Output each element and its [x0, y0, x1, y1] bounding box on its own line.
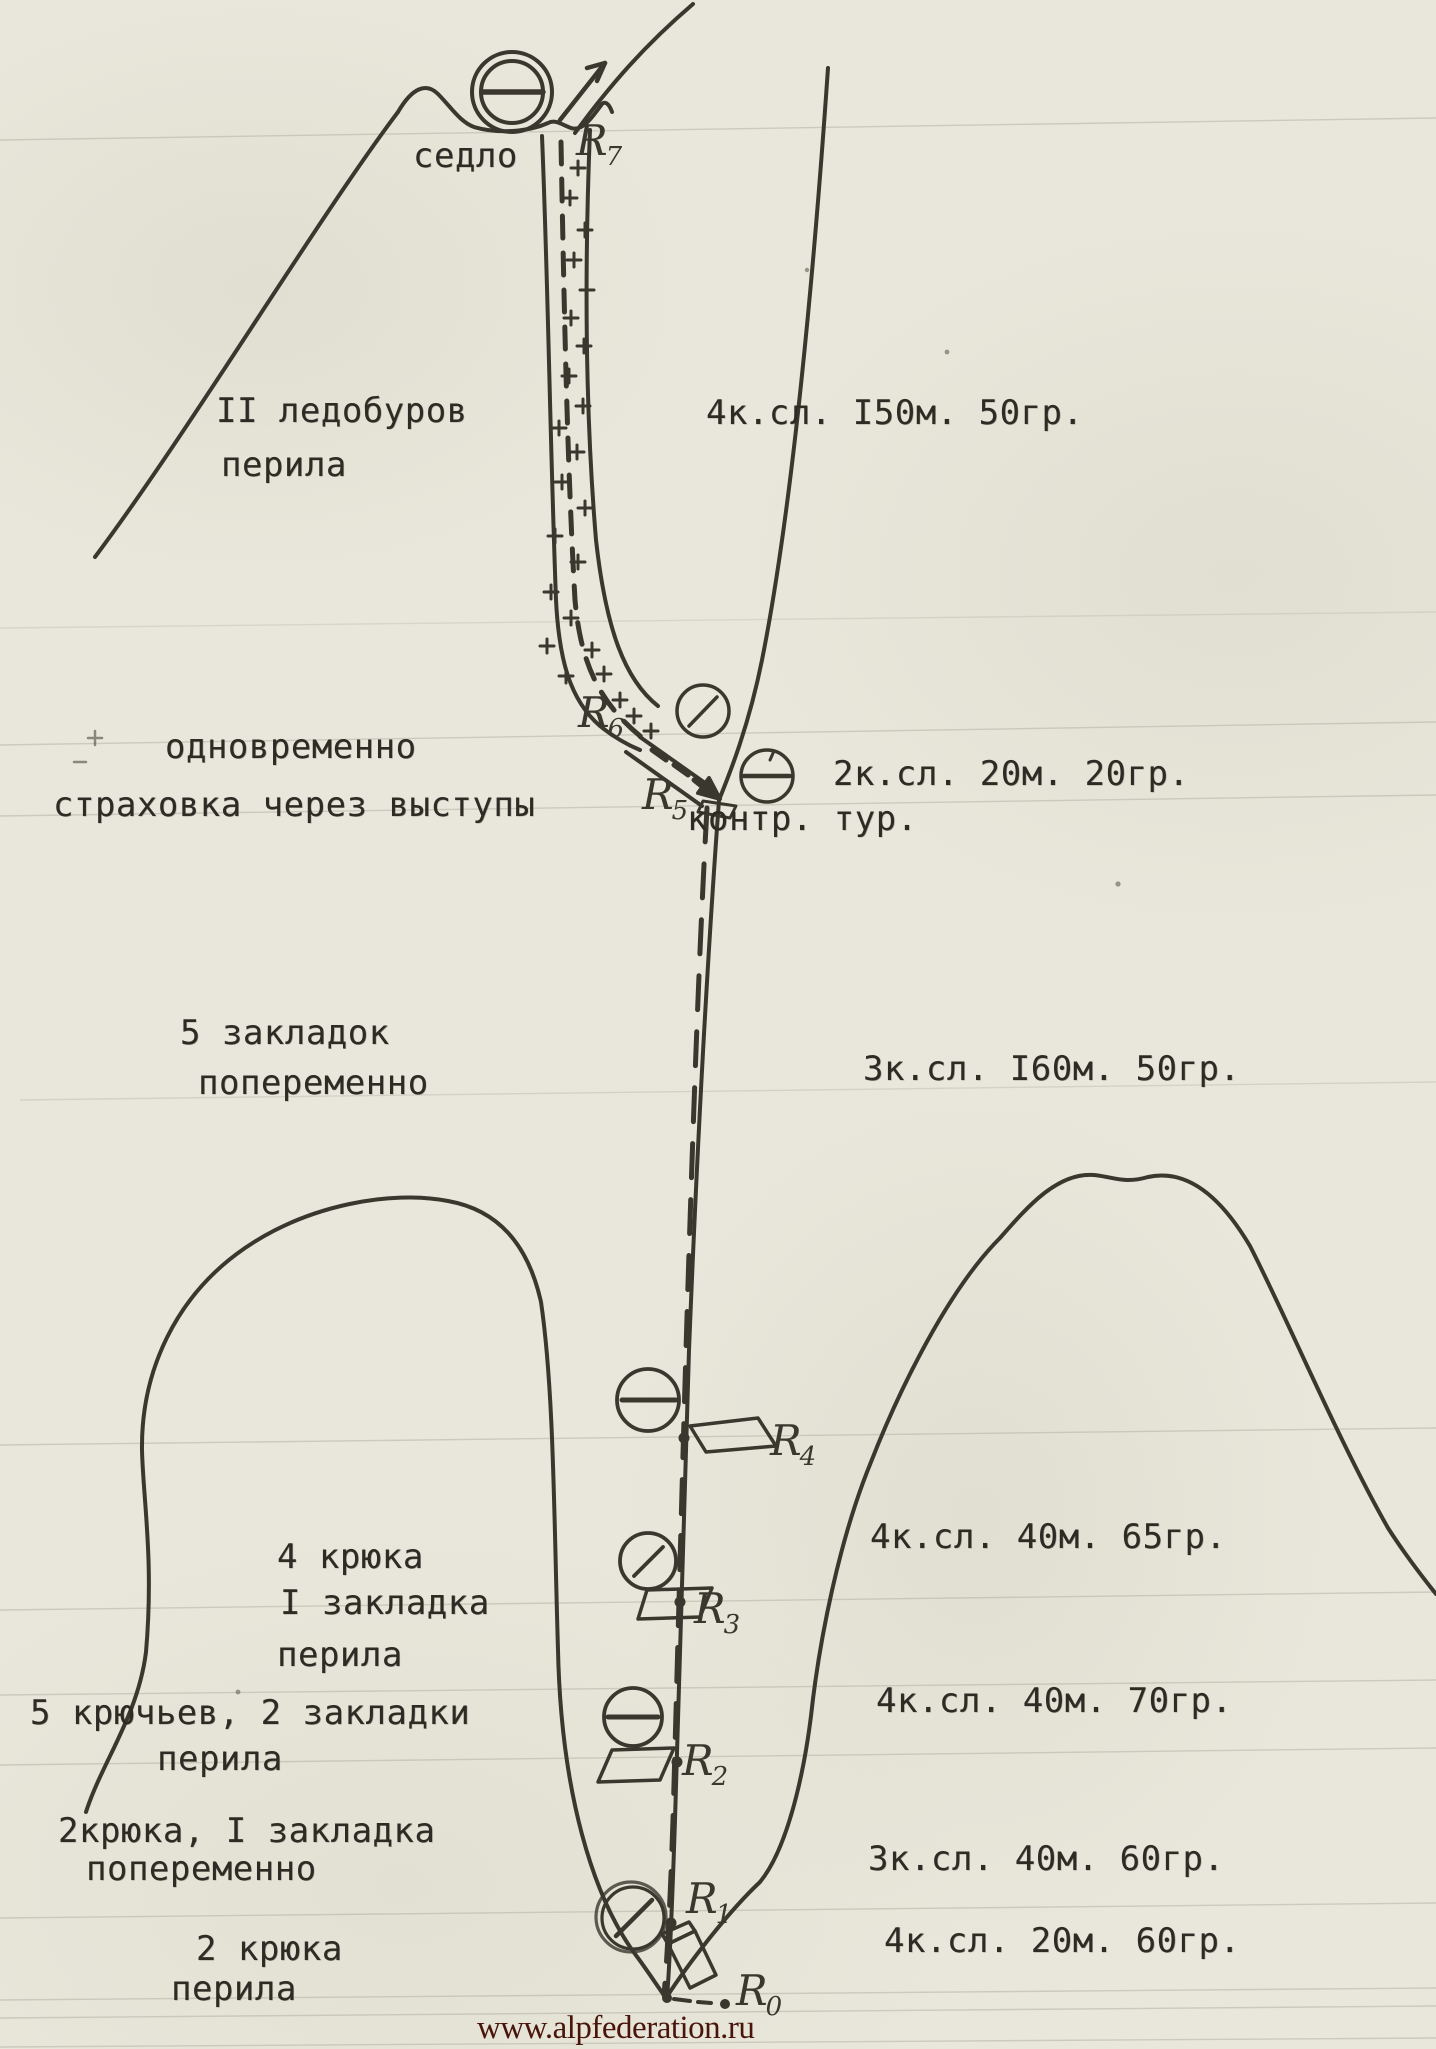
pitch4-rating: 4к.сл. 40м. 65гр.: [870, 1517, 1227, 1557]
belay-circle-r2-icon: [604, 1688, 662, 1746]
pitch1-rating: 4к.сл. 20м. 60гр.: [884, 1921, 1241, 1961]
point-label-r3-sub: 3: [723, 1610, 741, 1640]
ridge-and-gully-line: [667, 68, 828, 1998]
point-label-r1: [686, 1874, 734, 1930]
ice-couloir: [540, 130, 658, 750]
point-label-r1-sub: 1: [715, 1900, 733, 1930]
route-start-dashes: [674, 1999, 711, 2003]
watermark-url: www.alpfederation.ru: [477, 2010, 755, 2046]
point-label-r4: [770, 1416, 818, 1472]
point-label-r2-base: R: [682, 1736, 714, 1785]
belay-circle-r6-icon: [677, 685, 729, 737]
pitch7-note-line2: перила: [221, 445, 347, 485]
pitch5-note-line1: 5 закладок: [180, 1013, 390, 1053]
point-label-r2: [682, 1736, 730, 1792]
pitch6-rating: 2к.сл. 20м. 20гр.: [833, 754, 1190, 794]
point-label-r0-sub: 0: [765, 1992, 783, 2022]
pitch3-note-line1: 5 крючьев, 2 закладки: [30, 1693, 471, 1733]
point-label-r6: [578, 688, 626, 744]
point-label-r3-base: R: [694, 1584, 726, 1633]
point-label-r4-sub: 4: [799, 1442, 817, 1472]
pitch4-note-line2: I закладка: [280, 1583, 490, 1623]
pitch3-note-line2: перила: [157, 1739, 283, 1779]
summit-cairn-icon: [472, 52, 552, 132]
belay-circle-r1-icon: [596, 1882, 666, 1952]
pitch6-note-line1: одновременно: [165, 727, 417, 767]
point-label-r3: [694, 1584, 742, 1640]
saddle-label: седло: [413, 136, 518, 176]
pitch5-rating: 3к.сл. I60м. 50гр.: [863, 1049, 1241, 1089]
paper-specks: [236, 268, 1121, 1695]
point-label-r5-base: R: [642, 770, 674, 819]
pitch7-rating: 4к.сл. I50м. 50гр.: [706, 393, 1084, 433]
point-label-r7-sub: 7: [605, 142, 623, 172]
stray-plus-marks: [74, 731, 102, 762]
point-label-r2-sub: 2: [711, 1762, 729, 1792]
pitch2-note-line1: 2крюка, I закладка: [58, 1811, 436, 1851]
pitch4-note-line1: 4 крюка: [277, 1537, 424, 1577]
point-label-r6-sub: 6: [607, 714, 625, 744]
point-label-r0-base: R: [736, 1966, 768, 2015]
pitch7-note-line1: II ледобуров: [216, 391, 468, 431]
pitch6-note-line2: страховка через выступы: [53, 785, 536, 825]
point-label-r7: [576, 116, 624, 172]
route-dashed-couloir: [561, 142, 645, 740]
pitch4-note-line3: перила: [277, 1635, 403, 1675]
point-label-r6-base: R: [578, 688, 610, 737]
pitch2-rating: 3к.сл. 40м. 60гр.: [868, 1839, 1225, 1879]
ledge-r2-icon: [598, 1748, 674, 1782]
point-label-r4-base: R: [770, 1416, 802, 1465]
pitch5-note-line2: попеременно: [198, 1063, 429, 1103]
point-label-r7-base: R: [576, 116, 608, 165]
point-label-r0: [736, 1966, 784, 2022]
upper-mountain-outline: [95, 4, 693, 557]
ledge-r4-icon: [690, 1418, 776, 1452]
ice-plus-marks: [540, 161, 658, 738]
pitch1-note-line2: перила: [171, 1969, 297, 2009]
belay-circle-r3-icon: [620, 1533, 676, 1589]
point-label-r1-base: R: [686, 1874, 718, 1923]
control-cairn-label: контр. тур.: [687, 799, 918, 839]
point-label-r5-sub: 5: [671, 796, 689, 826]
belay-circle-r4-icon: [617, 1369, 679, 1431]
pitch2-note-line2: попеременно: [86, 1849, 317, 1889]
control-cairn-r5-icon: [741, 750, 793, 802]
point-label-r5: [642, 770, 690, 826]
pitch3-rating: 4к.сл. 40м. 70гр.: [876, 1681, 1233, 1721]
pitch1-note-line1: 2 крюка: [196, 1929, 343, 1969]
